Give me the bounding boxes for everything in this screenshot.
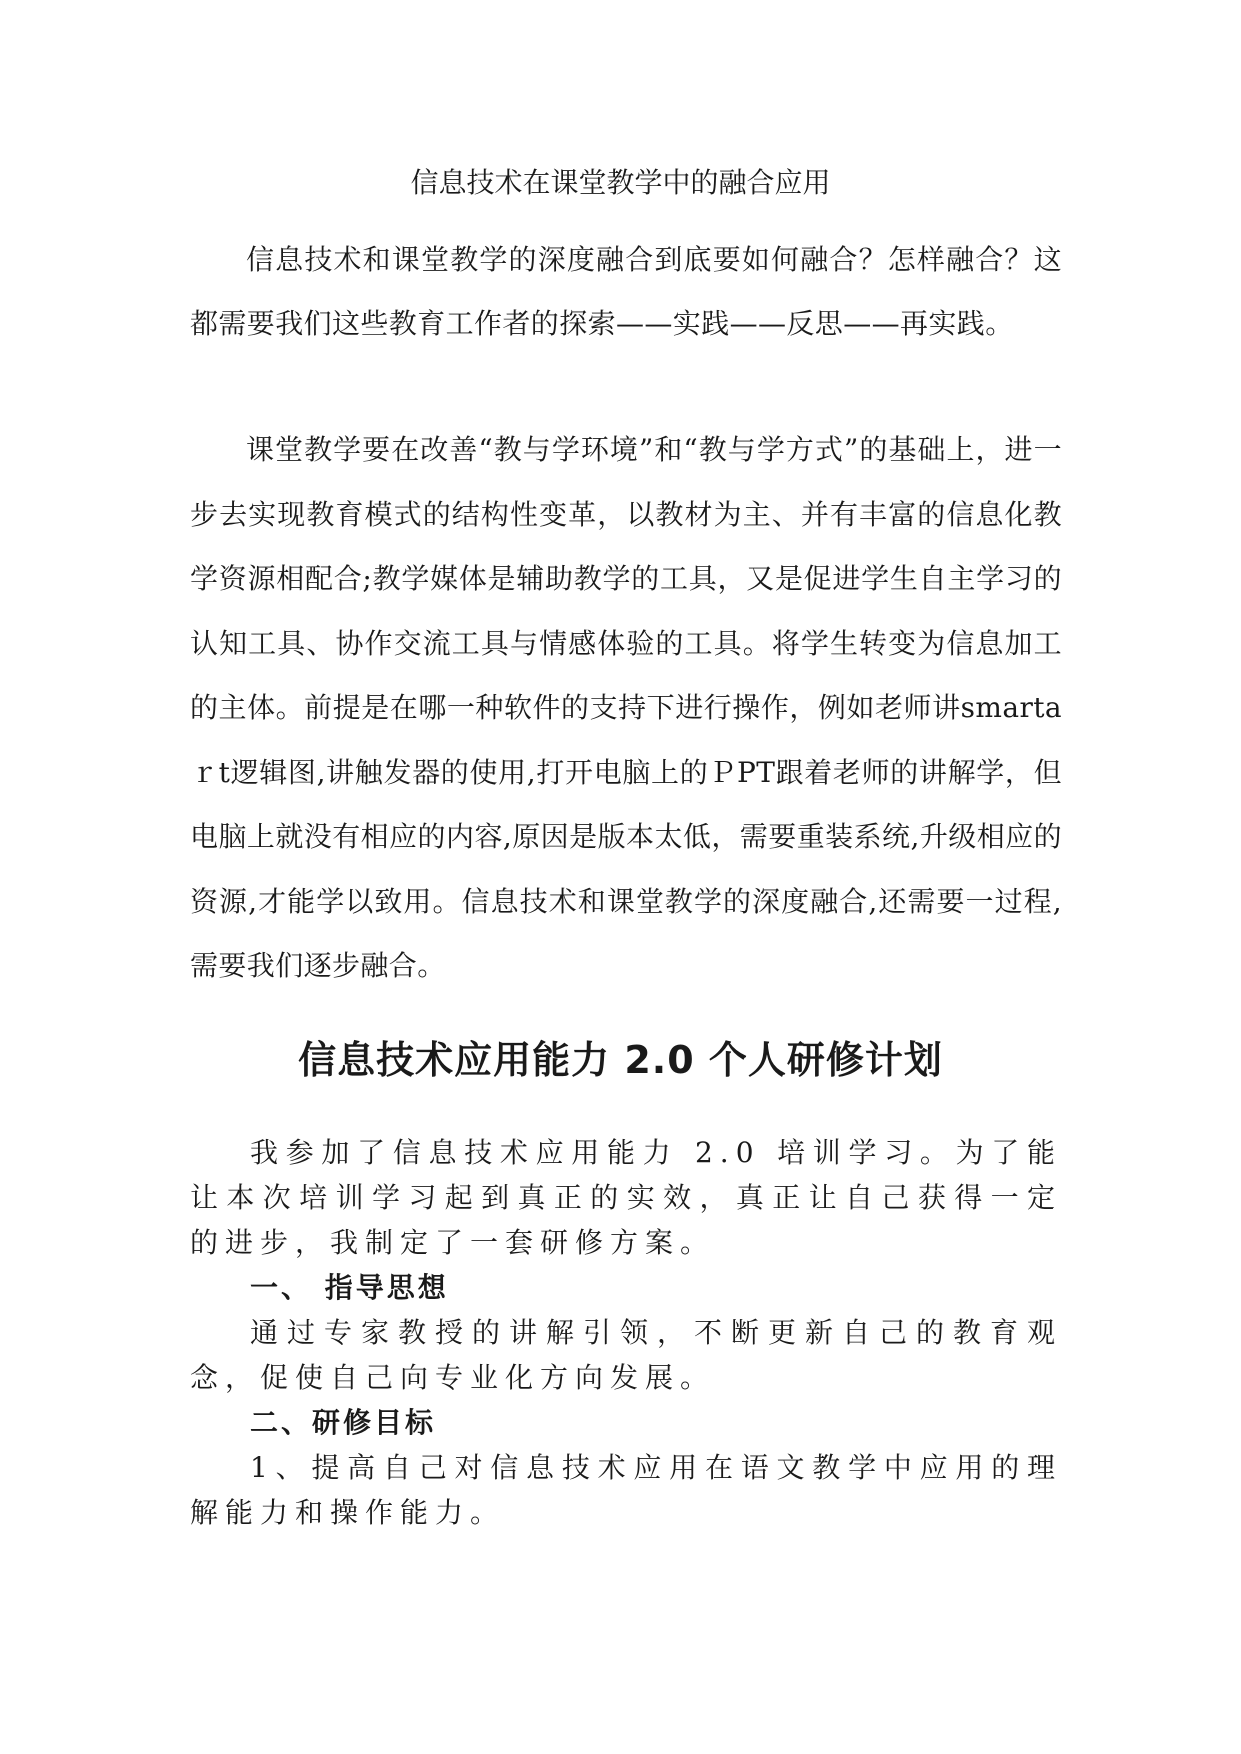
intro-paragraph: 信息技术和课堂教学的深度融合到底要如何融合？怎样融合？这都需要我们这些教育工作者的探索——实践——反思——再实践。 xyxy=(190,243,1062,340)
plan-intro-paragraph: 我参加了信息技术应用能力 2.0 培训学习。为了能让本次培训学习起到真正的实效，真正让自己获得一定的进步，我制定了一套研修方案。 xyxy=(190,1136,1062,1259)
body-paragraph: 课堂教学要在改善“教与学环境”和“教与学方式”的基础上，进一步去实现教育模式的结构性变革，以教材为主、并有丰富的信息化教学资源相配合;教学媒体是辅助教学的工具，又是促进学生自主学习的认知工具、协作交流工具与情感体验的工具。将学生转变为信息加工的主体。前提是在哪一种软件的支持下进行操作，例如老师讲smartaｒt逻辑图,讲触发器的使用,打开电脑上的ＰPT跟着老师的讲解学，但电脑上就没有相应的内容,原因是版本太低，需要重装系统,升级相应的资源,才能学以致用。信息技术和课堂教学的深度融合,还需要一过程,需要我们逐步融合。 xyxy=(190,433,1062,982)
plan-title: 信息技术应用能力 2.0 个人研修计划 xyxy=(298,1038,943,1082)
guiding-idea-paragraph: 通过专家教授的讲解引领，不断更新自己的教育观念，促使自己向专业化方向发展。 xyxy=(190,1316,1062,1394)
plan-section xyxy=(190,1130,1062,1535)
document-title: 信息技术在课堂教学中的融合应用 xyxy=(410,166,831,199)
section-heading-guiding-idea: 一、 指导思想 xyxy=(250,1271,449,1304)
section-heading-goals: 二、研修目标 xyxy=(250,1406,437,1439)
goal-item-1: 1、提高自己对信息技术应用在语文教学中应用的理解能力和操作能力。 xyxy=(190,1451,1062,1529)
